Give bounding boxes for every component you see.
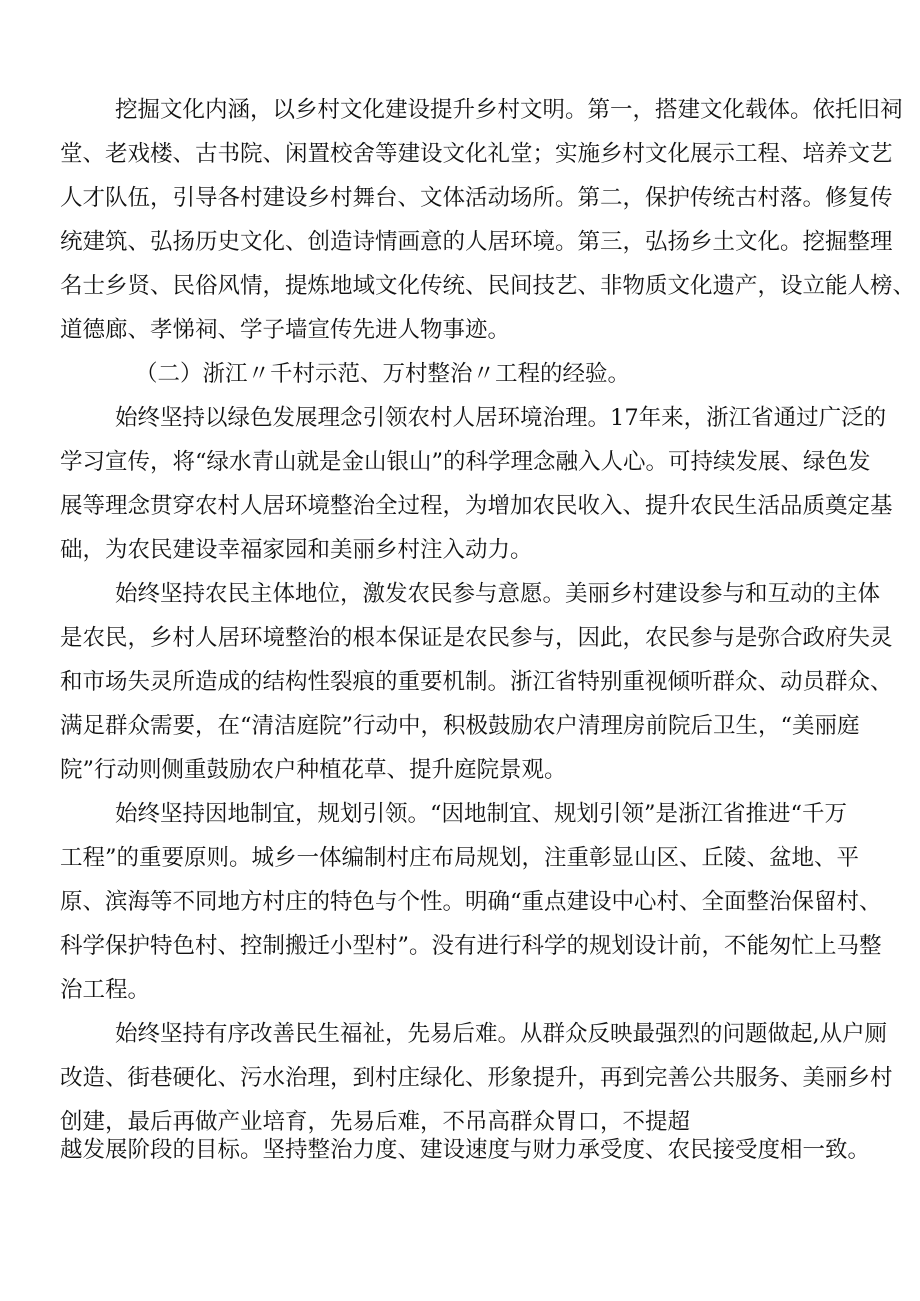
paragraph-5-line-3: 创建，最后再做产业培育，先易后难，不吊高群众胃口，不提超 [60, 1109, 691, 1135]
paragraph-4-line-1: 始终坚持因地制宜，规划引领。“因地制宜、规划引领”是浙江省推进“千万 [115, 801, 848, 827]
paragraph-2-line-4: 础，为农民建设幸福家园和美丽乡村注入动力。 [60, 537, 533, 563]
paragraph-5-line-1: 始终坚持有序改善民生福祉，先易后难。从群众反映最强烈的问题做起,从户厕 [115, 1021, 888, 1047]
paragraph-3-line-1: 始终坚持农民主体地位，激发农民参与意愿。美丽乡村建设参与和互动的主体 [115, 581, 881, 607]
paragraph-4-line-4: 科学保护特色村、控制搬迁小型村”。没有进行科学的规划设计前，不能匆忙上马整 [60, 933, 882, 959]
paragraph-5-line-4: 越发展阶段的目标。坚持整治力度、建设速度与财力承受度、农民接受度相一致。 [60, 1137, 871, 1163]
paragraph-2-line-2: 学习宣传，将“绿水青山就是金山银山”的科学理念融入人心。可持续发展、绿色发 [60, 449, 871, 475]
paragraph-1-line-1: 挖掘文化内涵，以乡村文化建设提升乡村文明。第一，搭建文化载体。依托旧祠 [115, 97, 903, 123]
section-heading: （二）浙江〃千村示范、万村整治〃工程的经验。 [135, 361, 631, 387]
paragraph-1-line-5: 名士乡贤、民俗风情，提炼地域文化传统、民间技艺、非物质文化遗产，设立能人榜、 [60, 273, 916, 299]
paragraph-3-line-2: 是农民，乡村人居环境整治的根本保证是农民参与，因此，农民参与是弥合政府失灵 [60, 625, 893, 651]
paragraph-1-line-6: 道德廊、孝悌祠、学子墙宣传先进人物事迹。 [60, 317, 511, 343]
paragraph-3-line-3: 和市场失灵所造成的结构性裂痕的重要机制。浙江省特别重视倾听群众、动员群众、 [60, 669, 893, 695]
paragraph-1-line-4: 统建筑、弘扬历史文化、创造诗情画意的人居环境。第三，弘扬乡土文化。挖掘整理 [60, 229, 893, 255]
paragraph-3-line-4: 满足群众需要，在“清洁庭院”行动中，积极鼓励农户清理房前院后卫生，“美丽庭 [60, 713, 860, 739]
paragraph-4-line-5: 治工程。 [60, 977, 151, 1003]
paragraph-1-line-2: 堂、老戏楼、古书院、闲置校舍等建设文化礼堂；实施乡村文化展示工程、培养文艺 [60, 141, 893, 167]
paragraph-4-line-2: 工程”的重要原则。城乡一体编制村庄布局规划，注重彰显山区、丘陵、盆地、平 [60, 845, 860, 871]
paragraph-1-line-3: 人才队伍，引导各村建设乡村舞台、文体活动场所。第二，保护传统古村落。修复传 [60, 185, 893, 211]
paragraph-5-line-2: 改造、街巷硬化、污水治理，到村庄绿化、形象提升，再到完善公共服务、美丽乡村 [60, 1065, 893, 1091]
paragraph-4-line-3: 原、滨海等不同地方村庄的特色与个性。明确“重点建设中心村、全面整治保留村、 [60, 889, 882, 915]
paragraph-3-line-5: 院”行动则侧重鼓励农户种植花草、提升庭院景观。 [60, 757, 567, 783]
paragraph-2-line-1: 始终坚持以绿色发展理念引领农村人居环境治理。17年来，浙江省通过广泛的 [115, 405, 887, 431]
paragraph-2-line-3: 展等理念贯穿农村人居环境整治全过程，为增加农民收入、提升农民生活品质奠定基 [60, 493, 893, 519]
